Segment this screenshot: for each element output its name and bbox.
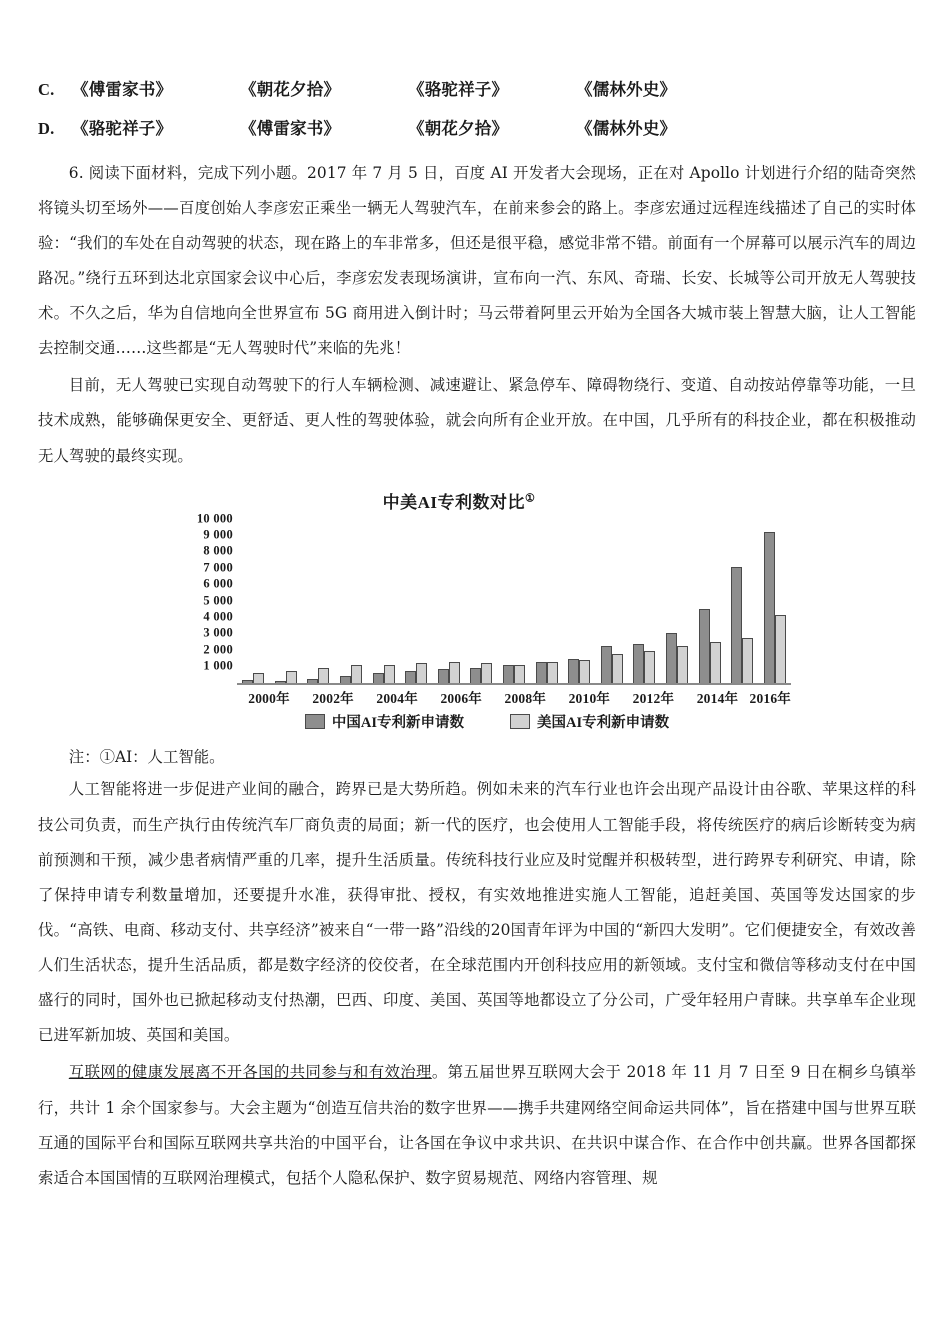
x-axis [163,687,791,707]
bar-china [275,681,286,683]
bar-group [563,519,596,683]
x-axis-tick-label: 2002年 [312,690,354,706]
bar-group [335,519,368,683]
bar-group [726,519,759,683]
y-axis-tick-label: 3 000 [203,625,233,640]
x-axis-tick-label: 2014年 [696,690,739,706]
bar-china [699,609,710,683]
option-d-item-3: 《朝花夕拾》 [408,118,509,138]
option-c-item-4: 《儒林外史》 [576,80,677,99]
bar-china [666,633,677,683]
bar-china [503,665,514,682]
y-axis-tick-label: 6 000 [203,576,233,591]
bar-china [340,676,351,683]
legend-item-china [305,711,464,732]
x-axis-tick-label: 2006年 [440,690,482,706]
x-axis-tick-label: 2010年 [568,690,611,706]
question-6-paragraph: 6. 阅读下面材料，完成下列小题。2017 年 7 月 5 日，百度 AI 开发者大会现场，正在对 Apollo 计划进行介绍的陆奇突然将镜头切至场外——百度创始人李彦宏正乘坐一辆无人驾驶汽车，在前来参会的路上。李彦宏通过远程连线描述了自己的实时体验：“我们的车处在自动驾驶的状态，现在路上的车非常多，但还是很平稳，感觉非常不错。前面有一个屏幕可以展示汽车的周边路况。”绕行五环到达北京国家会议中心后，李彦宏发表现场演讲，宣布向一汽、东风、奇瑞、长安、长城等公司开放无人驾驶技术。不久之后，华为自信地向全世界宣布 5G 商用进入倒计时；马云带着阿里云开始为全国各大城市装上智慧大脑，让人工智能去控制交通……这些都是“无人驾驶时代”来临的先兆！ [38,163,916,358]
paragraph-internet-governance [38,1055,916,1196]
bar-china [764,532,775,683]
bar-china [405,671,416,682]
bar-group [693,519,726,683]
bar-group [759,519,792,683]
paragraph-underlined-clause: 互联网的健康发展离不开各国的共同参与和有效治理 [68,1063,432,1082]
option-c-item-3: 《骆驼祥子》 [408,80,509,99]
y-axis [163,511,237,683]
bar-usa [253,673,264,683]
paragraph-autonomous-driving: 目前，无人驾驶已实现自动驾驶下的行人车辆检测、减速避让、紧急停车、障碍物绕行、变道、自动按站停靠等功能，一旦技术成熟，能够确保更安全、更舒适、更人性的驾驶体验，就会向所有企业开放。在中国，几乎所有的科技企业，都在积极推动无人驾驶的最终实现。 [38,376,916,465]
option-c-item-1: 《傅雷家书》 [72,80,173,99]
paragraph-remainder: 。第五届世界互联网大会于 2018 年 11 月 7 日至 9 日在桐乡乌镇举行，共计 1 余个国家参与。大会主题为“创造互信共治的数字世界——携手共建网络空间命运共同体”，旨在搭建中国与世界互联互通的国际平台和国际互联网共享共治的中国平台，让各国在争议中求共识、在共识中谋合作、在合作中创共赢。世界各国都探索适合本国国情的互联网治理模式，包括个人隐私保护、数字贸易规范、网络内容管理、规 [38,1063,916,1187]
bar-china [568,659,579,683]
bar-usa [742,638,753,683]
legend-label-usa: 美国AI专利新申请数 [537,714,670,731]
bar-china [536,662,547,683]
bar-china [633,644,644,683]
bar-usa [710,642,721,682]
page-content [38,78,916,1198]
y-axis-tick-label: 7 000 [203,560,233,575]
legend-swatch-china-icon [305,714,325,729]
y-axis-tick-label: 1 000 [203,658,233,673]
legend-item-usa [510,711,669,732]
option-label-d: D. [38,118,55,138]
option-d-item-2: 《傅雷家书》 [240,118,341,138]
bar-china [438,669,449,683]
option-row-d [38,117,916,142]
option-row-c [38,78,916,103]
bar-usa [612,654,623,683]
plot-area [237,519,791,685]
y-axis-tick-label: 4 000 [203,609,233,624]
option-label-c: C. [38,80,55,99]
bar-group [465,519,498,683]
bar-china [307,679,318,683]
y-axis-tick-label: 2 000 [203,642,233,657]
bar-group [302,519,335,683]
bar-china [373,673,384,682]
x-axis-tick-label: 2004年 [376,690,418,706]
bar-usa [514,665,525,682]
chart-title [127,488,791,513]
bar-usa [351,665,362,682]
bar-group [530,519,563,683]
bar-usa [416,663,427,683]
bar-usa [547,662,558,683]
option-d-item-4: 《儒林外史》 [576,118,677,138]
bar-group-container [237,519,791,683]
y-axis-tick-label: 10 000 [196,511,233,526]
bar-chart [163,488,791,732]
bar-group [400,519,433,683]
chart-plot-wrap [163,511,791,685]
bar-usa [449,662,460,683]
option-d-item-1: 《骆驼祥子》 [72,118,173,138]
x-axis-tick-label: 2016年 [749,690,791,706]
bar-china [470,668,481,683]
bar-usa [286,671,297,682]
bar-china [242,680,253,683]
bar-group [433,519,466,683]
bar-usa [318,668,329,683]
bar-usa [644,651,655,682]
chart-legend [163,711,791,732]
bar-group [661,519,694,683]
bar-usa [775,615,786,682]
chart-footnote: 注：①AI：人工智能。 [68,747,225,766]
y-axis-tick-label: 8 000 [203,543,233,558]
bar-usa [677,646,688,683]
x-axis-tick-label: 2008年 [504,690,547,706]
bar-usa [579,660,590,683]
legend-swatch-usa-icon [510,714,530,729]
bar-group [270,519,303,683]
bar-china [731,567,742,683]
x-axis-tick-label: 2000年 [248,690,290,706]
y-axis-tick-label: 9 000 [203,527,233,542]
bar-group [498,519,531,683]
paragraph-ai-industry: 人工智能将进一步促进产业间的融合，跨界已是大势所趋。例如未来的汽车行业也许会出现产品设计由谷歌、苹果这样的科技公司负责，而生产执行由传统汽车厂商负责的局面；新一代的医疗，也会使用人工智能手段，将传统医疗的病后诊断转变为病前预测和干预，减少患者病情严重的几率，提升生活质量。传统科技行业应及时觉醒并积极转型，进行跨界专利研究、申请，除了保持申请专利数量增加，还要提升水准，获得审批、授权，有实效地推进实施人工智能，追赶美国、英国等发达国家的步伐。“高铁、电商、移动支付、共享经济”被来自“一带一路”沿线的20国青年评为中国的“新四大发明”。它们便捷安全，有效改善人们生活状态，提升生活品质，都是数字经济的佼佼者，在全球范围内开创科技应用的新领域。支付宝和微信等移动支付在中国盛行的同时，国外也已掀起移动支付热潮，巴西、印度、美国、英国等地都设立了分公司，广受年轻用户青睐。共享单车企业现已进军新加坡、英国和美国。 [38,780,916,1045]
x-axis-tick-label: 2012年 [632,690,675,706]
chart-figure [38,488,916,732]
bar-group [237,519,270,683]
bar-china [601,646,612,683]
bar-group [596,519,629,683]
option-c-item-2: 《朝花夕拾》 [240,80,341,99]
bar-group [628,519,661,683]
y-axis-tick-label: 5 000 [203,593,233,608]
bar-usa [384,665,395,683]
legend-label-china: 中国AI专利新申请数 [331,714,464,731]
bar-group [367,519,400,683]
chart-title-footnote-marker: ① [525,491,536,504]
chart-title-text: 中美AI专利数对比 [382,492,526,512]
bar-usa [481,663,492,683]
